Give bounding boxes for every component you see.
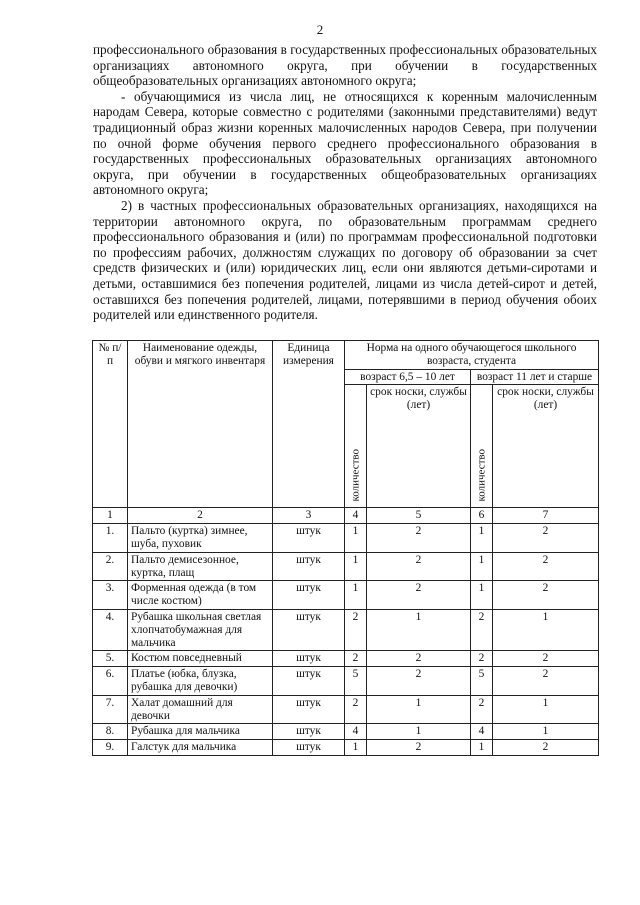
item-name: Форменная одежда (в том числе костюм) xyxy=(128,581,273,610)
unit: штук xyxy=(273,651,345,667)
item-name: Пальто демисезонное, куртка, плащ xyxy=(128,552,273,581)
quantity-age-2: 1 xyxy=(471,581,493,610)
quantity-age-1: 2 xyxy=(345,695,367,724)
column-number: 7 xyxy=(493,508,599,524)
term-age-1: 1 xyxy=(367,724,471,740)
item-name: Рубашка школьная светлая хлопчатобумажная для мальчика xyxy=(128,609,273,650)
term-age-2: 1 xyxy=(493,609,599,650)
term-age-2: 2 xyxy=(493,524,599,553)
quantity-age-2: 4 xyxy=(471,724,493,740)
item-name: Платье (юбка, блузка, рубашка для девочки) xyxy=(128,667,273,696)
row-number: 7. xyxy=(93,695,128,724)
item-name: Халат домашний для девочки xyxy=(128,695,273,724)
term-age-2: 2 xyxy=(493,581,599,610)
quantity-age-1: 1 xyxy=(345,552,367,581)
quantity-age-2: 2 xyxy=(471,695,493,724)
row-number: 4. xyxy=(93,609,128,650)
quantity-age-2: 1 xyxy=(471,524,493,553)
header-qty-2-label: количество xyxy=(475,448,488,502)
term-age-2: 1 xyxy=(493,724,599,740)
unit: штук xyxy=(273,740,345,756)
column-number: 6 xyxy=(471,508,493,524)
term-age-1: 1 xyxy=(367,609,471,650)
header-num: № п/п xyxy=(93,341,128,508)
unit: штук xyxy=(273,695,345,724)
unit: штук xyxy=(273,552,345,581)
item-name: Костюм повседневный xyxy=(128,651,273,667)
term-age-1: 2 xyxy=(367,524,471,553)
quantity-age-2: 1 xyxy=(471,740,493,756)
table-row xyxy=(93,651,599,667)
column-number: 5 xyxy=(367,508,471,524)
table-row xyxy=(93,695,599,724)
term-age-1: 2 xyxy=(367,581,471,610)
column-number: 2 xyxy=(128,508,273,524)
header-name: Наименование одежды, обуви и мягкого инвентаря xyxy=(128,341,273,508)
header-age-1: возраст 6,5 – 10 лет xyxy=(345,369,471,385)
quantity-age-2: 1 xyxy=(471,552,493,581)
table-row xyxy=(93,724,599,740)
row-number: 2. xyxy=(93,552,128,581)
header-term-1: срок носки, службы (лет) xyxy=(367,385,471,508)
unit: штук xyxy=(273,524,345,553)
table-row xyxy=(93,667,599,696)
unit: штук xyxy=(273,667,345,696)
term-age-1: 2 xyxy=(367,552,471,581)
item-name: Рубашка для мальчика xyxy=(128,724,273,740)
quantity-age-2: 2 xyxy=(471,651,493,667)
column-number-row xyxy=(93,508,599,524)
row-number: 9. xyxy=(93,740,128,756)
term-age-1: 1 xyxy=(367,695,471,724)
row-number: 3. xyxy=(93,581,128,610)
header-qty-1 xyxy=(345,385,367,508)
quantity-age-2: 5 xyxy=(471,667,493,696)
table-body xyxy=(93,524,599,756)
term-age-2: 2 xyxy=(493,667,599,696)
quantity-age-1: 5 xyxy=(345,667,367,696)
quantity-age-1: 1 xyxy=(345,740,367,756)
clothing-norms-table xyxy=(92,340,599,756)
table-row xyxy=(93,581,599,610)
header-term-2: срок носки, службы (лет) xyxy=(493,385,599,508)
row-number: 8. xyxy=(93,724,128,740)
term-age-2: 2 xyxy=(493,740,599,756)
quantity-age-2: 2 xyxy=(471,609,493,650)
row-number: 1. xyxy=(93,524,128,553)
item-name: Галстук для мальчика xyxy=(128,740,273,756)
row-number: 5. xyxy=(93,651,128,667)
table-row xyxy=(93,552,599,581)
paragraph: 2) в частных профессиональных образовательных организациях, находящихся на территории автономного округа, по образовательным программам среднего профессионального образования и (или) по программам профессиональной подготовки по профессиям рабочих, должностям служащих по договору об образовании за счет средств физических и (или) юридических лиц, если они являются детьми-сиротами и детьми, оставшимися без попечения родителей, лицами из числа детей-сирот и детей, оставшихся без попечения родителей, лицами, потерявшими в период обучения обоих родителей или единственного родителя. xyxy=(93,197,597,323)
paragraph: - обучающимися из числа лиц, не относящихся к коренным малочисленным народам Севера, которые совместно с родителями (законными представителями) ведут традиционный образ жизни коренных малочисленных народов Севера, при получении по очной форме обучения первого среднего профессионального образования в государственных профессиональных образовательных организациях автономного округа, при обучении в государственных общеобразовательных организациях автономного округа; xyxy=(93,88,597,198)
paragraph: профессионального образования в государственных профессиональных образовательных организациях автономного округа, при обучении в государственных общеобразовательных организациях автономного округа; xyxy=(93,42,597,89)
term-age-2: 2 xyxy=(493,651,599,667)
header-qty-2 xyxy=(471,385,493,508)
term-age-1: 2 xyxy=(367,651,471,667)
term-age-2: 2 xyxy=(493,552,599,581)
page-number: 2 xyxy=(316,22,324,37)
table-row xyxy=(93,524,599,553)
unit: штук xyxy=(273,609,345,650)
table-row xyxy=(93,609,599,650)
table-row xyxy=(93,740,599,756)
header-unit: Единица измерения xyxy=(273,341,345,508)
row-number: 6. xyxy=(93,667,128,696)
column-number: 4 xyxy=(345,508,367,524)
header-norm: Норма на одного обучающегося школьного возраста, студента xyxy=(345,341,599,370)
unit: штук xyxy=(273,581,345,610)
term-age-1: 2 xyxy=(367,740,471,756)
unit: штук xyxy=(273,724,345,740)
quantity-age-1: 2 xyxy=(345,609,367,650)
header-age-2: возраст 11 лет и старше xyxy=(471,369,599,385)
quantity-age-1: 1 xyxy=(345,524,367,553)
term-age-2: 1 xyxy=(493,695,599,724)
header-qty-1-label: количество xyxy=(349,448,362,502)
body-text xyxy=(93,42,597,323)
quantity-age-1: 1 xyxy=(345,581,367,610)
term-age-1: 2 xyxy=(367,667,471,696)
item-name: Пальто (куртка) зимнее, шуба, пуховик xyxy=(128,524,273,553)
quantity-age-1: 4 xyxy=(345,724,367,740)
column-number: 1 xyxy=(93,508,128,524)
column-number: 3 xyxy=(273,508,345,524)
quantity-age-1: 2 xyxy=(345,651,367,667)
